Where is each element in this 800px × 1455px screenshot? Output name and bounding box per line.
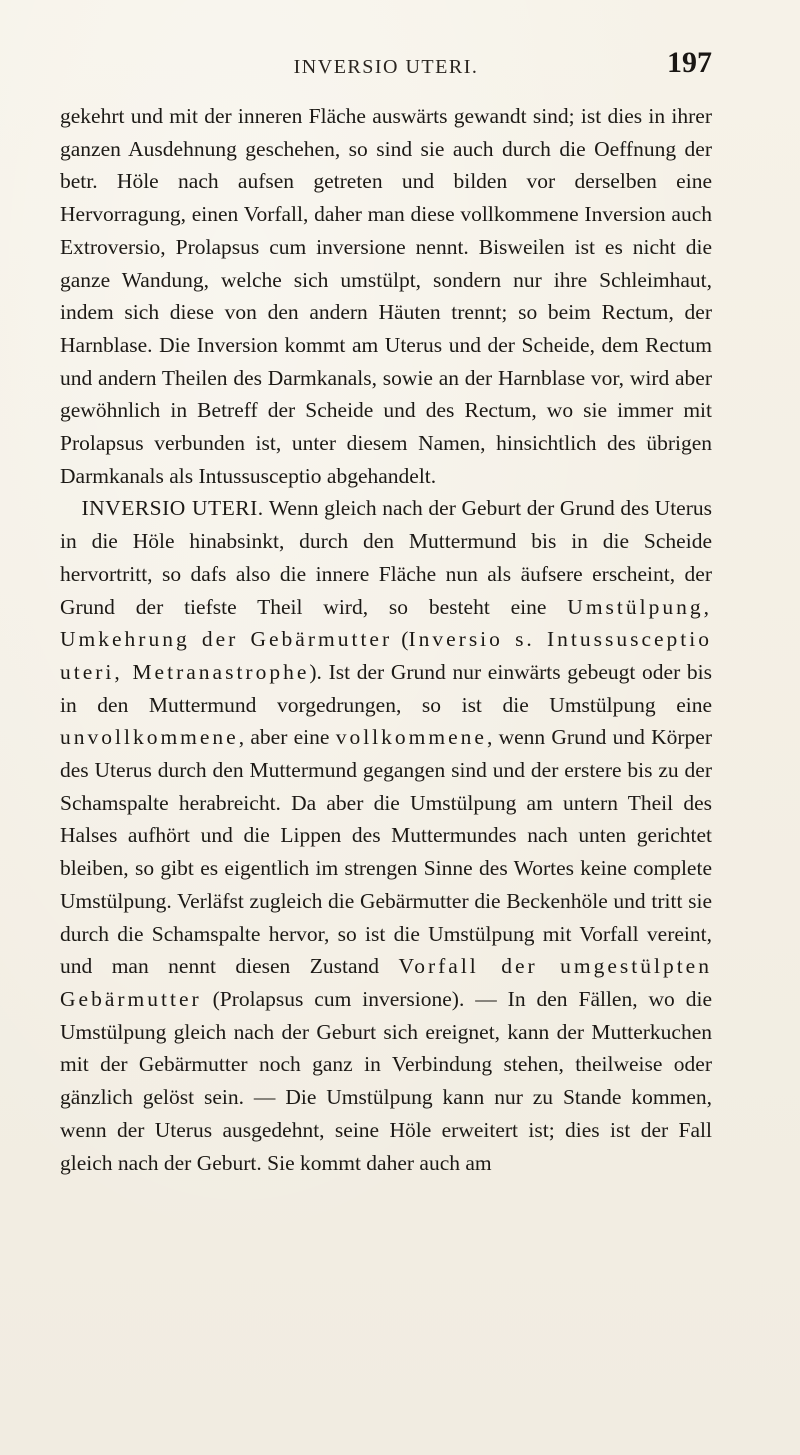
body-text	[60, 100, 712, 1179]
spaced-term: Vorfall der umgestülpten Gebärmutter	[60, 954, 712, 1011]
text-run: ). Ist der Grund nur einwärts gebeugt oder bis in den Muttermund vorgedrungen, so ist die Umstülpung eine	[60, 659, 712, 717]
paragraph-1: gekehrt und mit der inneren Fläche auswärts gewandt sind; ist dies in ihrer ganzen Ausdehnung geschehen, so sind sie auch durch die Oeffnung der betr. Höle nach aufsen getreten und bilden vor derselben eine Hervorragung, einen Vorfall, daher man diese vollkommene Inversion auch Extroversio, Prolapsus cum inversione nennt. Bisweilen ist es nicht die ganze Wandung, welche sich umstülpt, sondern nur ihre Schleimhaut, indem sich diese von den andern Häuten trennt; so beim Rectum, der Harnblase. Die Inversion kommt am Uterus und der Scheide, dem Rectum und andern Theilen des Darmkanals, sowie an der Harnblase vor, wird aber gewöhnlich in Betreff der Scheide und des Rectum, wo sie immer mit Prolapsus verbunden ist, unter diesem Namen, hinsichtlich des übrigen Darmkanals als Intussusceptio abgehandelt.	[60, 104, 712, 488]
page-header	[60, 46, 712, 86]
paragraph-2	[60, 492, 712, 1179]
section-heading: INVERSIO UTERI.	[81, 496, 264, 521]
spaced-term: unvollkommene	[60, 725, 239, 750]
text-run: (Prolapsus cum inversione). — In den Fällen, wo die Umstülpung gleich nach der Geburt sich ereignet, kann der Mutterkuchen mit der Gebärmutter noch ganz in Verbindung stehen, theilweise oder gänzlich gelöst sein. — Die Umstülpung kann nur zu Stande kommen, wenn der Uterus ausgedehnt, seine Höle erweitert ist; dies ist der Fall gleich nach der Geburt. Sie kommt daher auch am	[60, 986, 712, 1175]
spaced-term: vollkommene	[335, 725, 487, 750]
running-head: INVERSIO UTERI.	[293, 56, 479, 78]
text-run: (	[392, 627, 409, 652]
spaced-term: Inversio s. Intussusceptio uteri, Metranastrophe	[60, 627, 712, 684]
text-run: , aber eine	[238, 725, 336, 750]
text-run: Wenn gleich nach der Geburt der Grund des Uterus in die Höle hinabsinkt, durch den Muttermund bis in die Scheide hervortritt, so dafs also die innere Fläche nun als äufsere erscheint, der Grund der tiefste Theil wird, so besteht eine	[60, 496, 713, 619]
text-run: , wenn Grund und Körper des Uterus durch den Muttermund gegangen sind und der erstere bis zu der Schamspalte herabreicht. Da aber die Umstülpung am untern Theil des Halses aufhört und die Lippen des Muttermundes nach unten gerichtet bleiben, so gibt es eigentlich im strengen Sinne des Wortes keine complete Umstülpung. Verläfst zugleich die Gebärmutter die Beckenhöle und tritt sie durch die Schamspalte hervor, so ist die Umstülpung mit Vorfall vereint, und man nennt diesen Zustand	[60, 725, 712, 979]
page-number: 197	[667, 46, 712, 79]
spaced-term: Umstülpung, Umkehrung der Gebärmutter	[60, 594, 712, 652]
